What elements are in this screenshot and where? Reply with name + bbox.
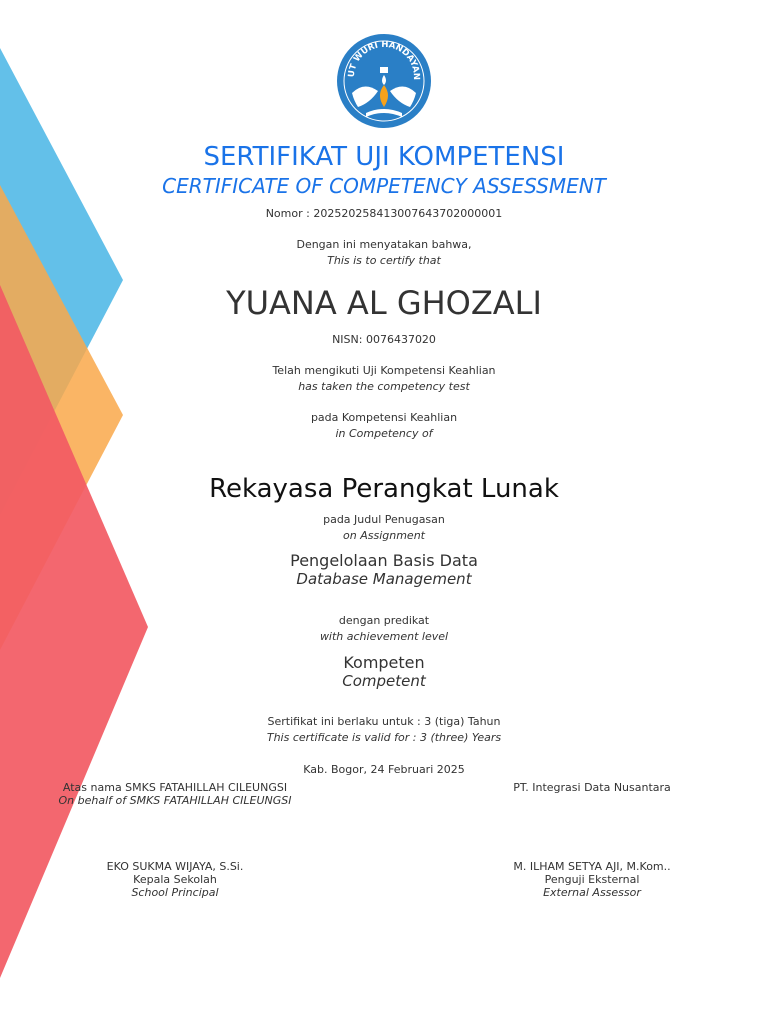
place-date: Kab. Bogor, 24 Februari 2025 (303, 763, 465, 776)
logo-motto-text: UT WURI HANDAYAN (346, 39, 422, 81)
tut-wuri-handayani-emblem-icon (334, 33, 434, 129)
validity-text-id: Sertifikat ini berlaku untuk : 3 (tiga) Tahun (267, 715, 501, 728)
taken-text-id: Telah mengikuti Uji Kompetensi Keahlian (272, 364, 496, 377)
intro-text-id: Dengan ini menyatakan bahwa, (296, 238, 472, 251)
certificate-title: SERTIFIKAT UJI KOMPETENSI (203, 142, 565, 172)
predicate-label-id: dengan predikat (338, 614, 430, 627)
taken-text-en: has taken the competency test (298, 380, 470, 393)
left-signatory-role-en: School Principal (131, 886, 219, 899)
left-signatory-behalf-id: Atas nama SMKS FATAHILLAH CILEUNGSI (62, 781, 288, 794)
right-signatory-name: M. ILHAM SETYA AJI, M.Kom.. (513, 860, 671, 873)
right-signatory-role-id: Penguji Eksternal (544, 873, 640, 886)
predicate-label-en: with achievement level (319, 630, 449, 643)
competency-label-en: in Competency of (335, 427, 433, 440)
assignment-label-id: pada Judul Penugasan (323, 513, 445, 526)
right-signatory-org: PT. Integrasi Data Nusantara (513, 781, 671, 794)
predicate-value-id: Kompeten (343, 653, 425, 672)
competency-label-id: pada Kompetensi Keahlian (310, 411, 458, 424)
assignment-title-en: Database Management (296, 570, 472, 588)
left-signatory-role-id: Kepala Sekolah (133, 873, 217, 886)
recipient-name: YUANA AL GHOZALI (226, 284, 542, 322)
certificate-subtitle: CERTIFICATE OF COMPETENCY ASSESSMENT (162, 174, 606, 198)
validity-text-en: This certificate is valid for : 3 (three) Years (266, 731, 502, 744)
tut-wuri-handayani-logo (334, 33, 434, 129)
left-signatory-name: EKO SUKMA WIJAYA, S.Si. (106, 860, 244, 873)
recipient-nisn: NISN: 0076437020 (332, 333, 436, 346)
right-signatory-role-en: External Assessor (543, 886, 641, 899)
assignment-label-en: on Assignment (343, 529, 425, 542)
competency-name: Rekayasa Perangkat Lunak (209, 474, 559, 504)
assignment-title-id: Pengelolaan Basis Data (290, 551, 478, 570)
certificate-number: Nomor : 202520258413007643702000001 (265, 207, 503, 220)
left-signatory-behalf-en: On behalf of SMKS FATAHILLAH CILEUNGSI (58, 794, 292, 807)
intro-text-en: This is to certify that (327, 254, 441, 267)
predicate-value-en: Competent (342, 672, 426, 690)
